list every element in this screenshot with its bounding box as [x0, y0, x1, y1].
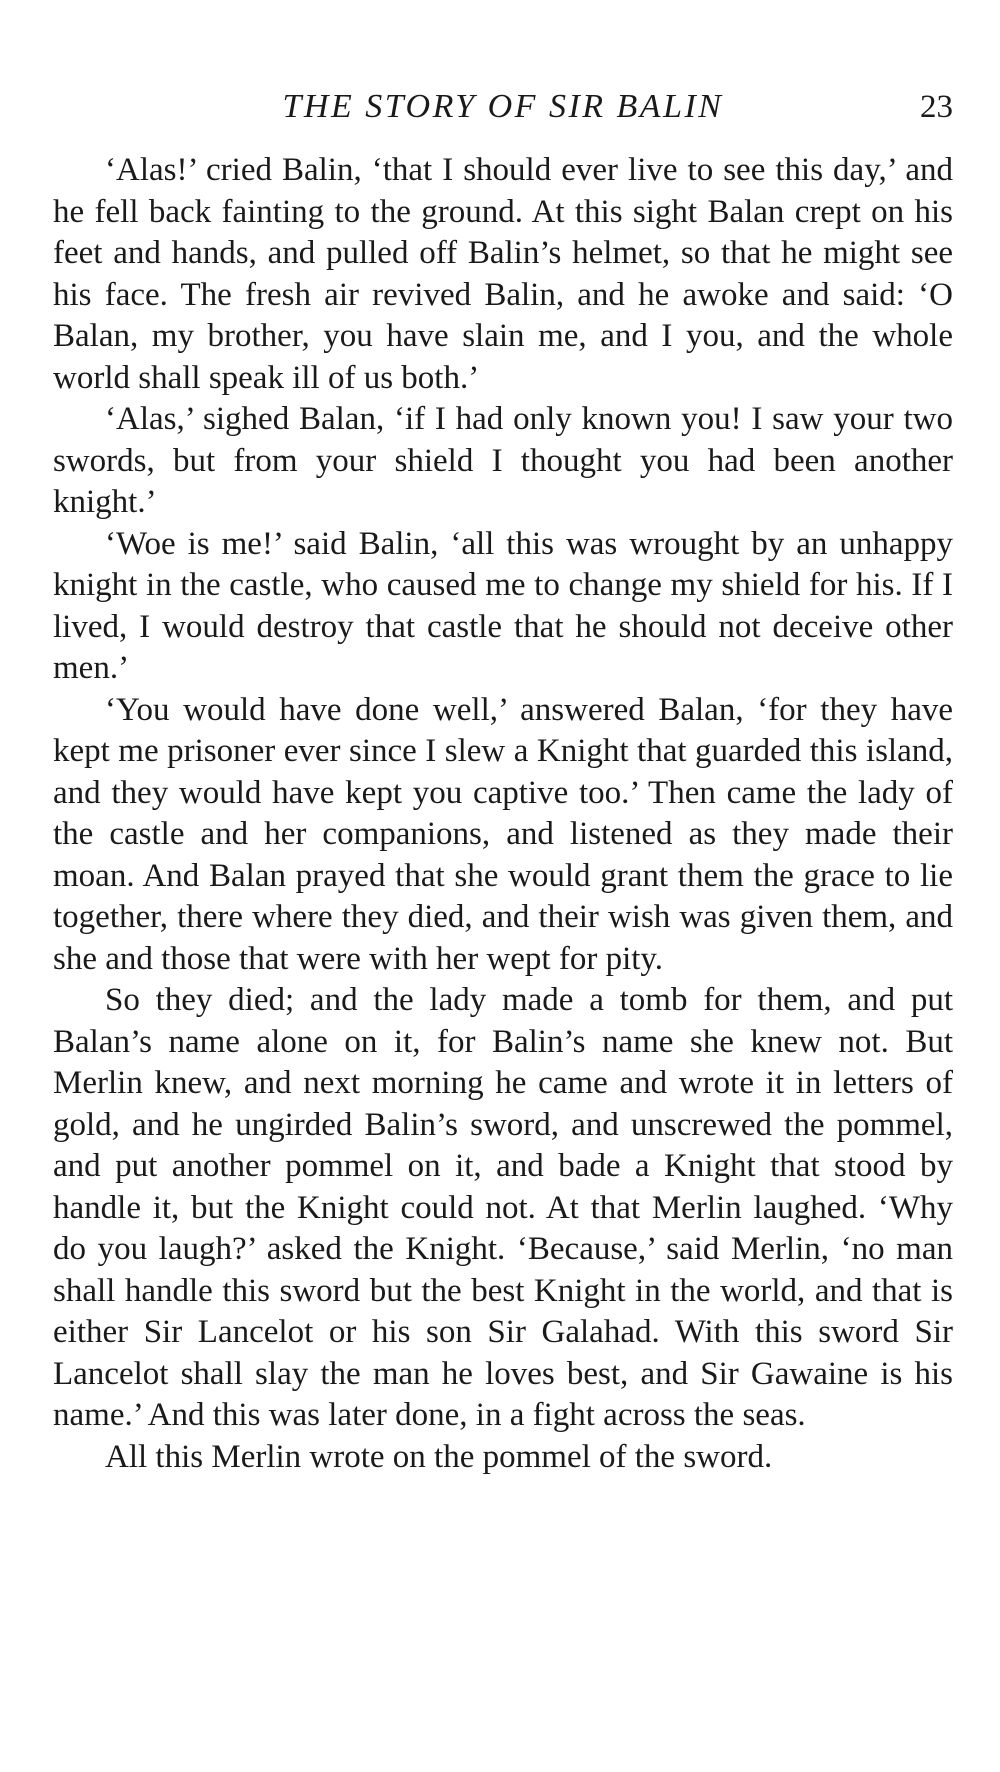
paragraph-1: ‘Alas!’ cried Balin, ‘that I should ever live to see this day,’ and he fell back fainting to the ground. At this sight Balan crept on his feet and hands, and pulled off Balin’s helmet, so that he might see his face. The fresh air revived Balin, and he awoke and said: ‘O Balan, my brother, you have slain me, and I you, and the whole world shall speak ill of us both.’ — [53, 152, 953, 396]
paragraph-3: ‘Woe is me!’ said Balin, ‘all this was wrought by an unhappy knight in the castle, who caused me to change my shield for his. If I lived, I would destroy that castle that he should not deceive other men.’ — [53, 525, 953, 686]
running-head — [53, 82, 953, 132]
page-number: 23 — [920, 89, 953, 125]
paragraph-4: ‘You would have done well,’ answered Balan, ‘for they have kept me prisoner ever since I slew a Knight that guarded this island, and they would have kept you captive too.’ Then came the lady of the castle and her companions, and listened as they made their moan. And Balan prayed that she would grant them the grace to lie together, there where they died, and their wish was given them, and she and those that were with her wept for pity. — [53, 691, 953, 977]
paragraph-5: So they died; and the lady made a tomb for them, and put Balan’s name alone on it, for Balin’s name she knew not. But Merlin knew, and next morning he came and wrote it in letters of gold, and he ungirded Balin’s sword, and unscrewed the pommel, and put another pommel on it, and bade a Knight that stood by handle it, but the Knight could not. At that Merlin laughed. ‘Why do you laugh?’ asked the Knight. ‘Because,’ said Merlin, ‘no man shall handle this sword but the best Knight in the world, and that is either Sir Lancelot or his son Sir Galahad. With this sword Sir Lancelot shall slay the man he loves best, and Sir Gawaine is his name.’ And this was later done, in a fight across the seas. — [53, 982, 953, 1433]
body-text — [53, 150, 953, 1478]
book-page — [53, 82, 953, 1478]
running-title: THE STORY OF SIR BALIN — [282, 88, 724, 125]
paragraph-2: ‘Alas,’ sighed Balan, ‘if I had only known you! I saw your two swords, but from your shield I thought you had been another knight.’ — [53, 401, 953, 520]
paragraph-6: All this Merlin wrote on the pommel of the sword. — [105, 1438, 773, 1475]
